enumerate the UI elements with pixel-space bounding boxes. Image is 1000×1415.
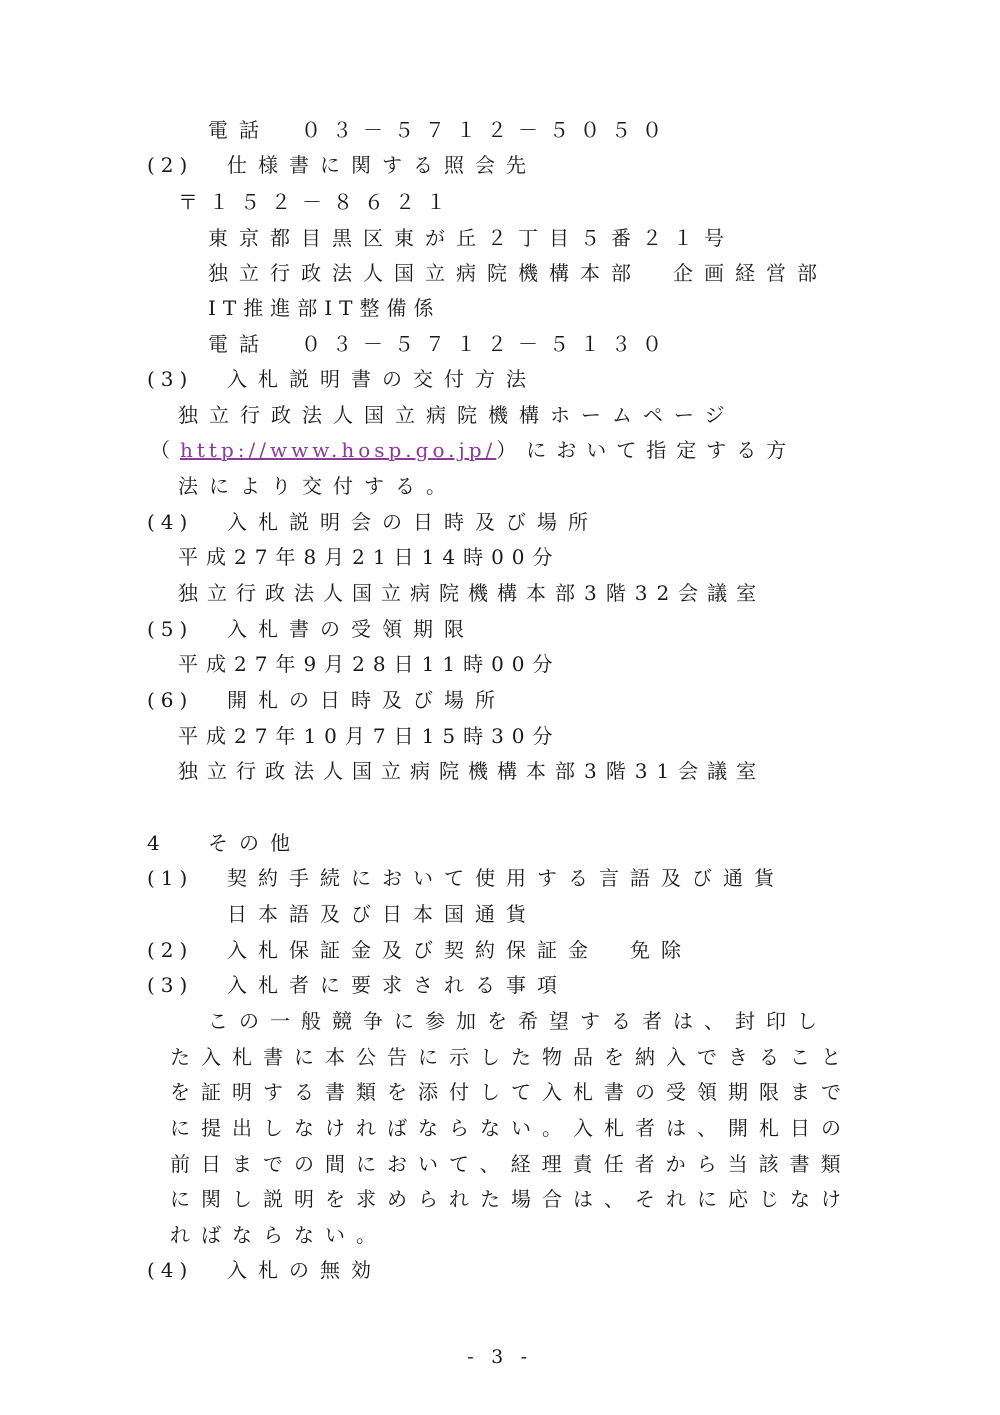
- item-heading: 開札の日時及び場所: [227, 688, 506, 712]
- section-heading: その他: [208, 831, 301, 855]
- datetime: 平成27年9月28日11時00分: [178, 652, 561, 676]
- item-number: (5): [147, 617, 194, 641]
- contact-phone-2: 電話 ０３－５７１２－５１３０: [208, 332, 673, 356]
- address: 東京都目黒区東が丘２丁目５番２１号: [208, 226, 735, 250]
- body-text: 法により交付する。: [178, 474, 457, 498]
- item-number: (2): [147, 153, 194, 177]
- item-heading: 入札の無効: [227, 1258, 382, 1282]
- body-text: 独立行政法人国立病院機構ホームページ: [178, 403, 736, 427]
- datetime: 平成27年10月7日15時30分: [178, 724, 561, 748]
- venue: 独立行政法人国立病院機構本部3階32会議室: [178, 581, 766, 605]
- item-number: (6): [147, 688, 194, 712]
- item-number: (4): [147, 1258, 194, 1282]
- item-number: (4): [147, 510, 194, 534]
- venue: 独立行政法人国立病院機構本部3階31会議室: [178, 759, 766, 783]
- item-number: (3): [147, 367, 194, 391]
- item-heading: 入札説明会の日時及び場所: [227, 510, 599, 534]
- body-text-with-link: [150, 438, 796, 462]
- item-heading: 入札書の受領期限: [227, 617, 475, 641]
- paragraph-line: に提出しなければならない。入札者は、開札日の: [170, 1116, 852, 1140]
- paragraph-line: た入札書に本公告に示した物品を納入できること: [170, 1045, 852, 1069]
- contact-phone-1: 電話 ０３－５７１２－５０５０: [208, 118, 673, 142]
- body-text-rest: ）において指定する方: [496, 438, 797, 462]
- item-heading: 入札保証金及び契約保証金 免除: [227, 938, 692, 962]
- page-number: - 3 -: [467, 1346, 533, 1368]
- item-heading: 契約手続において使用する言語及び通貨: [227, 866, 785, 890]
- paragraph-line: この一般競争に参加を希望する者は、封印し: [208, 1009, 828, 1033]
- item-heading: 入札者に要求される事項: [227, 973, 568, 997]
- paragraph-line: 前日までの間において、経理責任者から当該書類: [170, 1152, 852, 1176]
- section-number: 4: [147, 831, 171, 855]
- body-text: 日本語及び日本国通貨: [227, 902, 537, 926]
- organization: 独立行政法人国立病院機構本部 企画経営部: [208, 261, 828, 285]
- paragraph-line: ればならない。: [170, 1223, 387, 1247]
- item-number: (3): [147, 973, 194, 997]
- postal-code: 〒１５２－８６２１: [178, 190, 457, 214]
- item-heading: 入札説明書の交付方法: [227, 367, 537, 391]
- datetime: 平成27年8月21日14時00分: [178, 545, 561, 569]
- hosp-website-link[interactable]: http://www.hosp.go.jp/: [180, 438, 497, 462]
- paragraph-line: に関し説明を求められた場合は、それに応じなけ: [170, 1187, 852, 1211]
- item-number: (1): [147, 866, 194, 890]
- item-heading: 仕様書に関する照会先: [227, 153, 537, 177]
- open-paren: （: [150, 438, 180, 462]
- paragraph-line: を証明する書類を添付して入札書の受領期限まで: [170, 1080, 852, 1104]
- department: IT推進部IT整備係: [208, 296, 441, 320]
- item-number: (2): [147, 938, 194, 962]
